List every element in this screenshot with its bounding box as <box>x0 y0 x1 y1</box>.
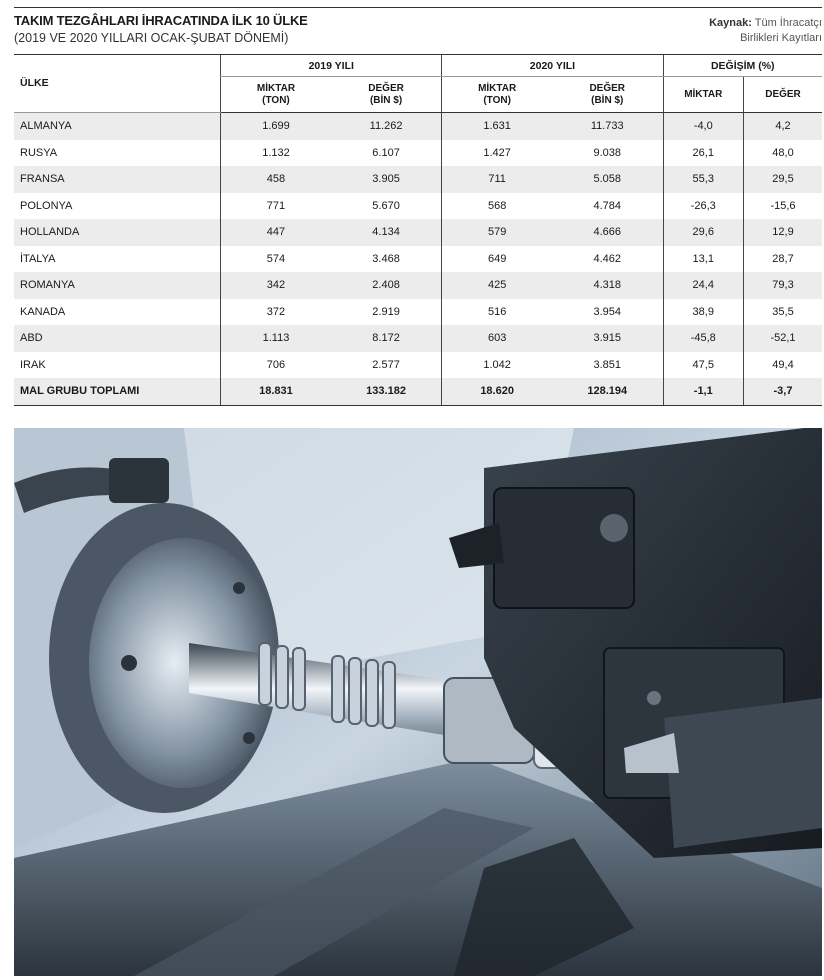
change-miktar-cell: -45,8 <box>663 325 743 352</box>
deger-2019-cell: 2.408 <box>331 272 442 299</box>
country-cell: ABD <box>14 325 221 352</box>
change-miktar-cell: 13,1 <box>663 246 743 273</box>
deger-2019-cell: 2.577 <box>372 358 400 371</box>
deger-2019-cell: 11.262 <box>331 113 442 140</box>
page-title: TAKIM TEZGÂHLARI İHRACATINDA İLK 10 ÜLKE <box>14 13 308 28</box>
deger-2020-cell: 9.038 <box>593 146 621 159</box>
change-deger-cell: -15,6 <box>744 193 823 220</box>
deger-2020-cell: 3.915 <box>552 325 663 352</box>
deger-2019-cell: 8.172 <box>331 325 442 352</box>
country-cell: KANADA <box>20 305 66 318</box>
table-row <box>14 219 822 246</box>
deger-2020-cell: 4.666 <box>552 219 663 246</box>
country-cell: İTALYA <box>20 252 56 265</box>
change-header: DEĞİŞİM (%) <box>663 55 822 77</box>
export-table <box>14 54 822 406</box>
change-miktar-cell: -4,0 <box>663 113 743 140</box>
country-cell: ROMANYA <box>14 272 221 299</box>
deger-2019-cell: 6.107 <box>372 146 400 159</box>
change-deger-cell: 48,0 <box>744 140 823 167</box>
year-2019-header: 2019 YILI <box>221 55 442 77</box>
source-text-2: Birlikleri Kayıtları <box>740 32 822 44</box>
change-deger-cell: 28,7 <box>744 246 823 273</box>
total-change-miktar: -1,1 <box>663 378 743 405</box>
deger-2020-cell: 4.318 <box>552 272 663 299</box>
change-miktar-cell: 47,5 <box>663 352 743 379</box>
change-miktar-cell: 55,3 <box>663 166 743 193</box>
total-row <box>14 378 822 405</box>
miktar-2019-cell: 574 <box>221 246 331 273</box>
table-row <box>14 113 822 140</box>
source-text-1: Tüm İhracatçı <box>754 17 822 29</box>
miktar-2020-cell: 603 <box>442 325 552 352</box>
change-miktar-header: MİKTAR <box>663 77 743 113</box>
miktar-2020-cell: 1.042 <box>442 352 552 379</box>
country-cell: FRANSA <box>14 166 221 193</box>
miktar-2019-cell: 706 <box>221 352 331 379</box>
miktar-2019-header: MİKTAR (TON) <box>221 77 331 113</box>
table-row <box>14 299 822 326</box>
miktar-2019-cell: 771 <box>221 193 331 220</box>
deger-2020-cell: 4.784 <box>593 199 621 212</box>
change-deger-cell: 79,3 <box>744 272 823 299</box>
table-row <box>14 193 822 220</box>
country-header: ÜLKE <box>14 55 221 113</box>
miktar-2020-cell: 1.631 <box>442 113 552 140</box>
total-change-deger: -3,7 <box>744 378 823 405</box>
deger-2019-cell: 3.905 <box>331 166 442 193</box>
table-row <box>14 352 822 379</box>
deger-2020-cell: 11.733 <box>552 113 663 140</box>
miktar-2020-cell: 711 <box>442 166 552 193</box>
total-deger-2020: 128.194 <box>552 378 663 405</box>
miktar-2020-cell: 516 <box>442 299 552 326</box>
miktar-2020-cell: 579 <box>442 219 552 246</box>
top-rule <box>14 7 822 8</box>
miktar-2020-header: MİKTAR (TON) <box>442 77 552 113</box>
table-row <box>14 272 822 299</box>
table-row <box>14 246 822 273</box>
miktar-2020-cell: 1.427 <box>442 140 552 167</box>
change-deger-header: DEĞER <box>744 77 823 113</box>
country-cell: ALMANYA <box>14 113 221 140</box>
total-deger-2019: 133.182 <box>331 378 442 405</box>
miktar-2019-cell: 458 <box>221 166 331 193</box>
deger-2020-cell: 4.462 <box>593 252 621 265</box>
miktar-2019-cell: 372 <box>221 299 331 326</box>
total-miktar-2019: 18.831 <box>221 378 331 405</box>
deger-2020-cell: 3.851 <box>593 358 621 371</box>
change-deger-cell: 35,5 <box>744 299 823 326</box>
change-miktar-cell: 24,4 <box>663 272 743 299</box>
miktar-2020-cell: 425 <box>442 272 552 299</box>
table-row <box>14 325 822 352</box>
change-deger-cell: 12,9 <box>744 219 823 246</box>
year-2020-header: 2020 YILI <box>442 55 663 77</box>
miktar-2019-cell: 1.699 <box>221 113 331 140</box>
deger-2019-header: DEĞER (BİN $) <box>331 77 442 113</box>
miktar-2020-cell: 649 <box>442 246 552 273</box>
table-row <box>14 166 822 193</box>
deger-2020-header: DEĞER (BİN $) <box>552 77 663 113</box>
deger-2019-cell: 4.134 <box>331 219 442 246</box>
page-subtitle: (2019 VE 2020 YILLARI OCAK-ŞUBAT DÖNEMİ) <box>14 31 289 45</box>
deger-2019-cell: 5.670 <box>372 199 400 212</box>
total-label: MAL GRUBU TOPLAMI <box>14 378 221 405</box>
miktar-2019-cell: 447 <box>221 219 331 246</box>
deger-2020-cell: 3.954 <box>593 305 621 318</box>
deger-2019-cell: 2.919 <box>372 305 400 318</box>
miktar-2020-cell: 568 <box>442 193 552 220</box>
miktar-2019-cell: 1.113 <box>221 325 331 352</box>
change-miktar-cell: 29,6 <box>663 219 743 246</box>
change-deger-cell: 29,5 <box>744 166 823 193</box>
country-cell: HOLLANDA <box>14 219 221 246</box>
change-miktar-cell: 26,1 <box>663 140 743 167</box>
country-cell: POLONYA <box>20 199 73 212</box>
change-deger-cell: 49,4 <box>744 352 823 379</box>
change-deger-cell: -52,1 <box>744 325 823 352</box>
total-miktar-2020: 18.620 <box>442 378 552 405</box>
source-label: Kaynak: <box>709 17 752 29</box>
change-miktar-cell: -26,3 <box>663 193 743 220</box>
country-cell: RUSYA <box>20 146 58 159</box>
change-miktar-cell: 38,9 <box>663 299 743 326</box>
miktar-2019-cell: 1.132 <box>221 140 331 167</box>
deger-2020-cell: 5.058 <box>552 166 663 193</box>
cnc-lathe-photo <box>14 428 822 976</box>
deger-2019-cell: 3.468 <box>372 252 400 265</box>
source-note <box>622 16 822 46</box>
miktar-2019-cell: 342 <box>221 272 331 299</box>
change-deger-cell: 4,2 <box>744 113 823 140</box>
table-row <box>14 140 822 167</box>
country-cell: IRAK <box>20 358 46 371</box>
